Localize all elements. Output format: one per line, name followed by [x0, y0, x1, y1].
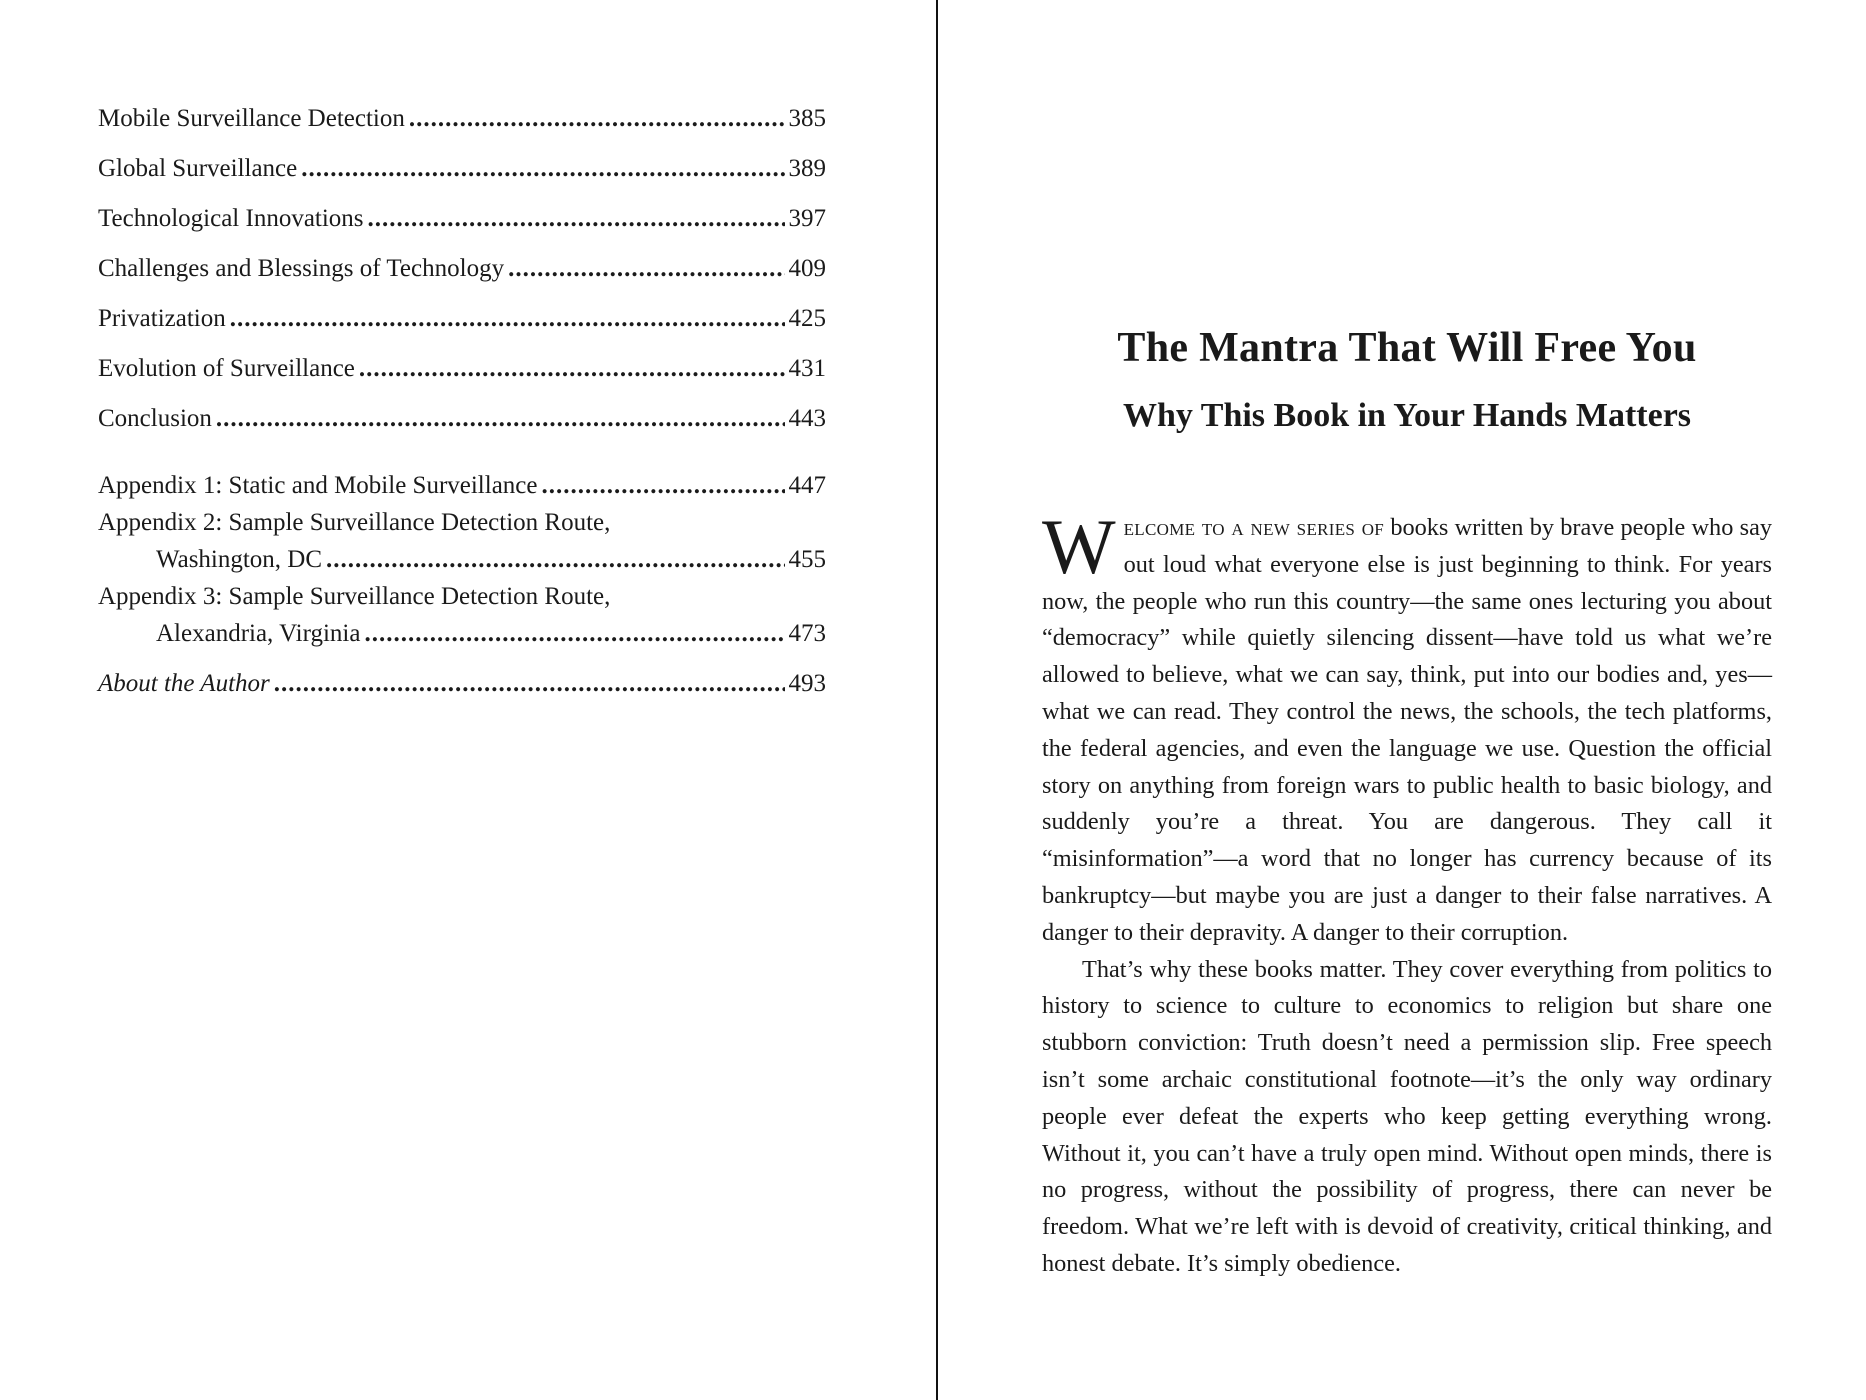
body-paragraph: That’s why these books matter. They cover everything from politics to history to science to culture to economics to religion but share one stubborn conviction: Truth doesn’t need a permission slip. Free speech isn’t some archaic constitutional footnote—it’s the only way ordinary people ever defeat the experts who keep getting everything wrong. Without it, you can’t have a truly open mind. Without open minds, there is no progress, without the possibility of progress, there can never be freedom. What we’re left with is devoid of creativity, critical thinking, and honest debate. It’s simply obedience. [1042, 955, 1772, 1277]
chapter-subtitle: Why This Book in Your Hands Matters [1122, 397, 1692, 434]
toc-entry-about-author[interactable] [98, 665, 826, 702]
toc-entry[interactable] [98, 300, 826, 337]
toc-entry-title: About the Author [98, 670, 270, 697]
toc-entry-page: 443 [788, 405, 826, 432]
toc-entry-title: Evolution of Surveillance [98, 355, 355, 382]
toc-entry-title: Privatization [98, 305, 226, 332]
toc-entry-page: 385 [788, 105, 826, 132]
toc-entry-title: Challenges and Blessings of Technology [98, 255, 505, 282]
toc-entry[interactable] [98, 400, 826, 437]
page-gutter-divider [936, 0, 938, 1400]
toc-entry[interactable] [98, 200, 826, 237]
drop-cap: W [1042, 503, 1116, 590]
toc-dot-leader [274, 665, 785, 702]
toc-entry[interactable] [98, 350, 826, 387]
toc-entry[interactable] [98, 150, 826, 187]
toc-entry-title: Appendix 1: Static and Mobile Surveillance [98, 472, 538, 499]
chapter-title: The Mantra That Will Free You [1117, 325, 1697, 371]
toc-entry-subtitle: Alexandria, Virginia [156, 620, 361, 647]
left-page-toc [98, 100, 826, 715]
toc-entry-continuation [98, 541, 826, 578]
chapter-body [1042, 503, 1772, 1283]
toc-dot-leader [508, 250, 784, 287]
toc-entry-subtitle: Washington, DC [156, 546, 323, 573]
toc-spacer [98, 450, 826, 467]
toc-entry-title: Global Surveillance [98, 155, 298, 182]
toc-entry-title: Mobile Surveillance Detection [98, 105, 405, 132]
toc-dot-leader [230, 300, 785, 337]
toc-dot-leader [364, 615, 784, 652]
toc-dot-leader [359, 350, 785, 387]
toc-entry-title: Conclusion [98, 405, 212, 432]
toc-entry-page: 397 [788, 205, 826, 232]
toc-entry-page: 447 [788, 472, 826, 499]
toc-appendix-entry[interactable] [98, 578, 826, 652]
toc-entry-title: Appendix 2: Sample Surveillance Detection Route, [98, 509, 611, 536]
toc-entry-page: 425 [788, 305, 826, 332]
toc-entry[interactable] [98, 100, 826, 137]
toc-entry-page: 473 [788, 620, 826, 647]
toc-dot-leader [301, 150, 784, 187]
body-paragraph [1042, 503, 1772, 952]
toc-entry-page: 431 [788, 355, 826, 382]
toc-entry-page: 493 [788, 670, 826, 697]
toc-list [98, 100, 826, 702]
toc-entry-title: Technological Innovations [98, 205, 364, 232]
toc-dot-leader [326, 541, 784, 578]
paragraph-text: books written by brave people who say out loud what everyone else is just beginning to think. For years now, the people who run this country—the same ones lecturing you about “democracy” while quietly silencing dissent—have told us what we’re allowed to believe, what we can say, think, put into our bodies and, yes—what we can read. They control the news, the schools, the tech platforms, the federal agencies, and even the language we use. Question the official story on anything from foreign wars to public health to basic biology, and suddenly you’re a threat. You are dangerous. They call it “misinformation”—a word that no longer has currency because of its bankruptcy—but maybe you are just a danger to their false narratives. A danger to their depravity. A danger to their corruption. [1042, 514, 1772, 946]
toc-dot-leader [368, 200, 785, 237]
toc-dot-leader [216, 400, 785, 437]
toc-dot-leader [542, 467, 785, 504]
toc-appendix-entry[interactable] [98, 504, 826, 578]
right-page-chapter [1042, 322, 1772, 1283]
toc-entry[interactable] [98, 250, 826, 287]
toc-entry-page: 455 [788, 546, 826, 573]
toc-entry-page: 409 [788, 255, 826, 282]
toc-entry-page: 389 [788, 155, 826, 182]
lead-in-small-caps: elcome to a new series of [1123, 514, 1385, 541]
toc-appendix-entry[interactable] [98, 467, 826, 504]
toc-entry-continuation [98, 615, 826, 652]
toc-dot-leader [409, 100, 785, 137]
toc-entry-title: Appendix 3: Sample Surveillance Detection Route, [98, 583, 611, 610]
